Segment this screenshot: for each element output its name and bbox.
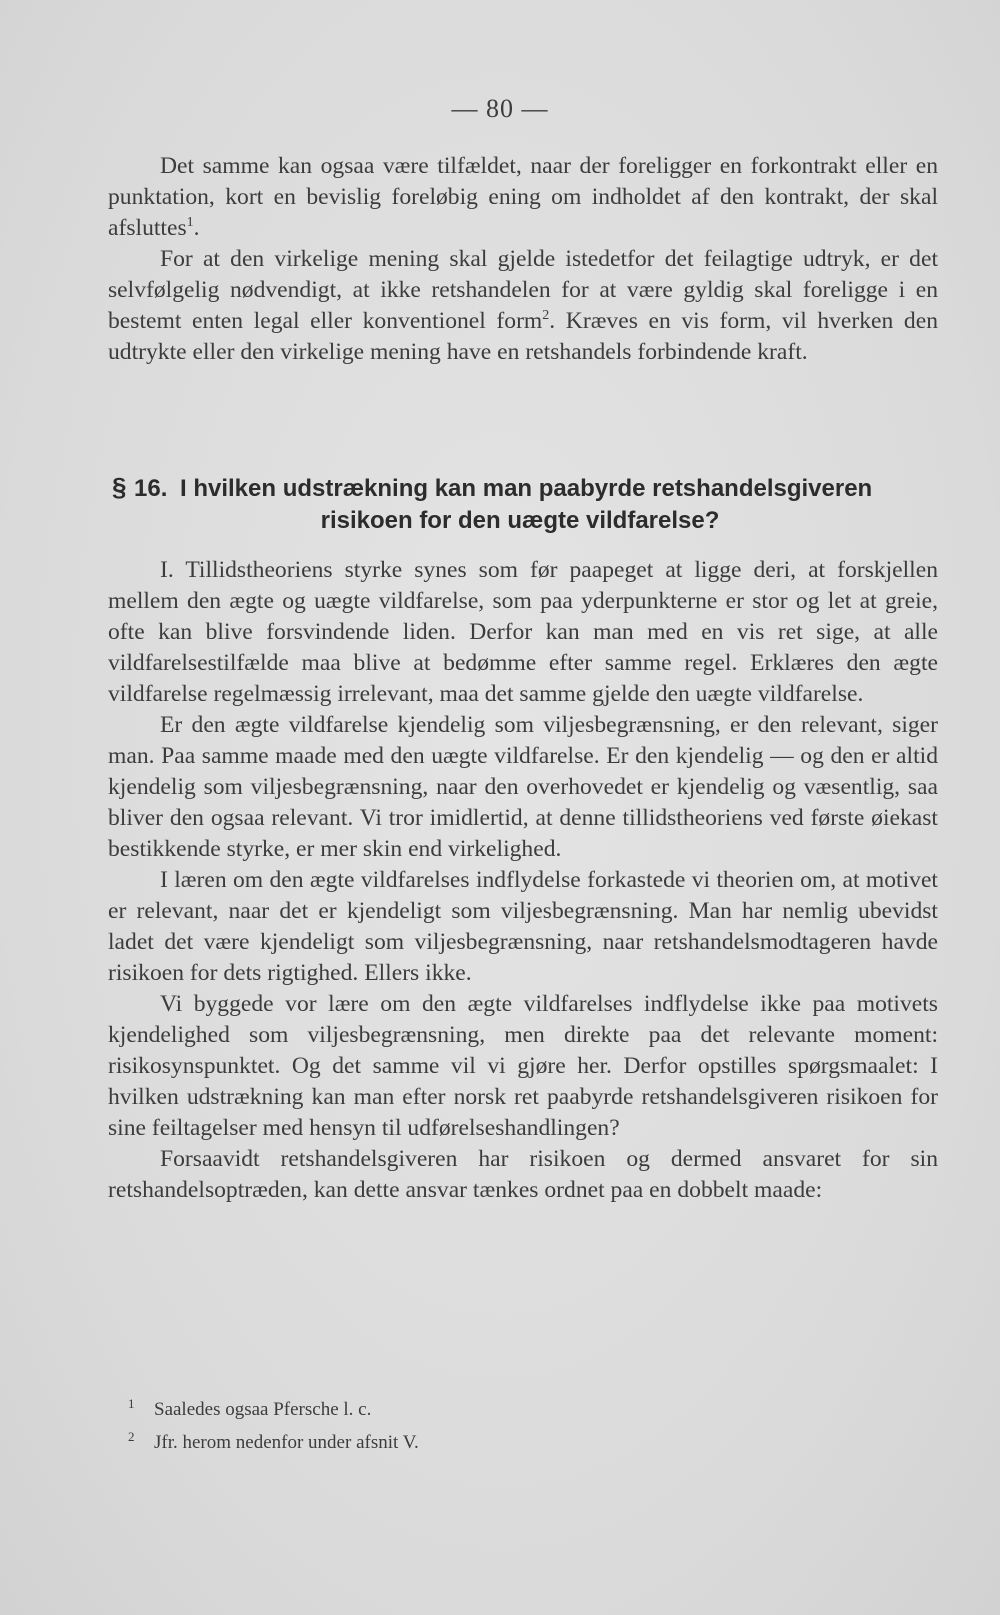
paragraph: I. Tillidstheoriens styrke synes som før paapeget at ligge deri, at forskjellen mellem den ægte og uægte vildfarelse, som paa yderpunkterne er stor og let at greie, ofte kan blive forsvindende liden. Derfor kan man med en vis ret sige, at alle vildfarelsestilfælde maa blive at bedømme efter samme regel. Erklæres den ægte vildfarelse regelmæssig irrelevant, maa det samme gjelde den uægte vildfarelse. bbox=[108, 557, 938, 707]
footnote bbox=[128, 1427, 828, 1460]
footnote-ref: 1 bbox=[186, 215, 194, 230]
paragraph: Er den ægte vildfarelse kjendelig som viljesbegrænsning, er den relevant, siger man. Paa samme maade med den uægte vildfarelse. Er den kjendelig — og den er altid kjendelig som viljesbegrænsning, naar den overhovedet er kjendelig og væsentlig, saa bliver den ogsaa relevant. Vi tror imidlertid, at denne tillidstheoriens ved første øiekast bestikkende styrke, er mer skin end virkelighed. bbox=[108, 712, 938, 862]
text-block-intro bbox=[108, 151, 938, 368]
section-symbol: § bbox=[112, 472, 127, 502]
page-number: — 80 — bbox=[451, 94, 549, 123]
footnote bbox=[128, 1394, 828, 1427]
heading-line bbox=[112, 471, 938, 505]
footnote-text: Saaledes ogsaa Pfersche l. c. bbox=[154, 1399, 372, 1420]
paragraph bbox=[108, 244, 938, 368]
footnote-mark: 1 bbox=[128, 1396, 135, 1411]
footnote-ref: 2 bbox=[542, 308, 550, 323]
section-heading bbox=[112, 471, 938, 537]
footnotes bbox=[128, 1394, 828, 1460]
paragraph-text: For at den virkelige mening skal gjelde istedetfor det feilagtige udtryk, er det selvfølgelig nødvendigt, at ikke retshandelen for at være gyldig skal foreligge i en bestemt enten legal eller konventionel form bbox=[108, 246, 938, 334]
text-block-main bbox=[108, 555, 938, 1206]
paragraph: Vi byggede vor lære om den ægte vildfarelses indflydelse ikke paa motivets kjendelighed som viljesbegrænsning, men direkte paa det relevante moment: risikosynspunktet. Og det samme vil vi gjøre her. Derfor opstilles spørgsmaalet: I hvilken udstrækning kan man efter norsk ret paabyrde retshandelsgiveren risikoen for sine feiltagelser med hensyn til udførelseshandlingen? bbox=[108, 991, 938, 1141]
paragraph: I læren om den ægte vildfarelses indflydelse forkastede vi theorien om, at motivet er relevant, naar det er kjendeligt som viljesbegrænsning. Man har nemlig ubevidst ladet det være kjendeligt som viljesbegrænsning, naar retshandelsmodtageren havde risikoen for dets rigtighed. Ellers ikke. bbox=[108, 867, 938, 986]
footnote-text: Jfr. herom nedenfor under afsnit V. bbox=[154, 1432, 419, 1453]
paragraph-text: Det samme kan ogsaa være tilfældet, naar der foreligger en forkontrakt eller en punktation, kort en bevislig foreløbig ening om indholdet af den kontrakt, der skal afsluttes bbox=[108, 153, 938, 241]
paragraph: Forsaavidt retshandelsgiveren har risikoen og dermed ansvaret for sin retshandelsoptræden, kan dette ansvar tænkes ordnet paa en dobbelt maade: bbox=[108, 1146, 938, 1203]
paragraph-text: . Kræves en vis form, vil hverken den udtrykte eller den virkelige mening have en retshandels forbindende kraft. bbox=[108, 308, 938, 365]
heading-title-continued: risikoen for den uægte vildfarelse? bbox=[320, 507, 720, 534]
heading-title: I hvilken udstrækning kan man paabyrde retshandelsgiveren bbox=[180, 475, 873, 502]
paragraph bbox=[108, 151, 938, 244]
section-number: 16. bbox=[134, 475, 168, 502]
footnote-mark: 2 bbox=[128, 1429, 135, 1444]
paragraph-text: . bbox=[193, 215, 200, 241]
